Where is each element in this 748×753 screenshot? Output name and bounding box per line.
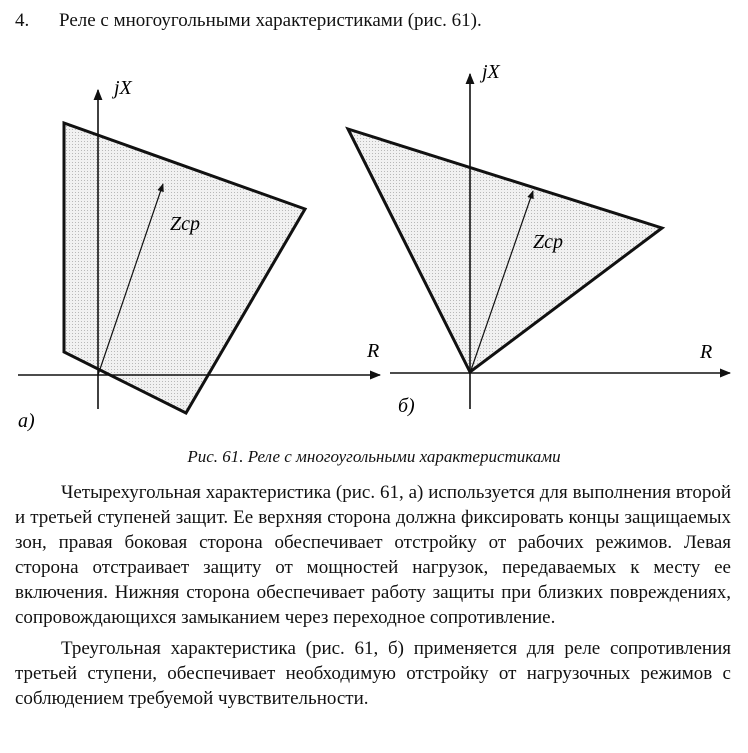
section-number: 4. [15,10,30,31]
quadrilateral-characteristic-panel [18,77,380,432]
zsr-label: Zср [170,213,200,235]
paragraph-quadrilateral: Четырехугольная характеристика (рис. 61, а) используется для выполнения второй и третьей ступеней защит. Ее верхняя сторона должна фиксировать концы защищаемых зон, правая боковая сторона обеспечивает отстройку от рабочих режимов. Левая сторона отстраивает защиту от мощностей нагрузок, передаваемых к месту ее включения. Нижняя сторона обеспечивает работу защиты при близких повреждениях, сопровождающихся замыканием через переходное сопротивление. [15,482,731,628]
section-heading [15,10,482,32]
r-axis-label: R [700,341,713,363]
figure-61 [0,48,748,440]
panel-label-b: б) [398,395,415,417]
body-text [15,480,731,711]
zsr-label: Zср [533,231,563,253]
r-axis-label: R [367,340,380,362]
jx-axis-label: jX [114,77,132,99]
triangular-characteristic-panel [348,61,730,417]
triangular-zone [348,129,662,372]
jx-axis-label: jX [482,61,500,83]
section-title: Реле с многоугольными характеристиками (рис. 61). [59,10,482,31]
panel-label-a: а) [18,410,35,432]
figure-caption: Рис. 61. Реле с многоугольными характеристиками [187,447,561,466]
paragraph-triangular: Треугольная характеристика (рис. 61, б) применяется для реле сопротивления третьей ступени, обеспечивает необходимую отстройку от нагрузочных режимов с соблюдением требуемой чувствительности. [15,638,731,709]
